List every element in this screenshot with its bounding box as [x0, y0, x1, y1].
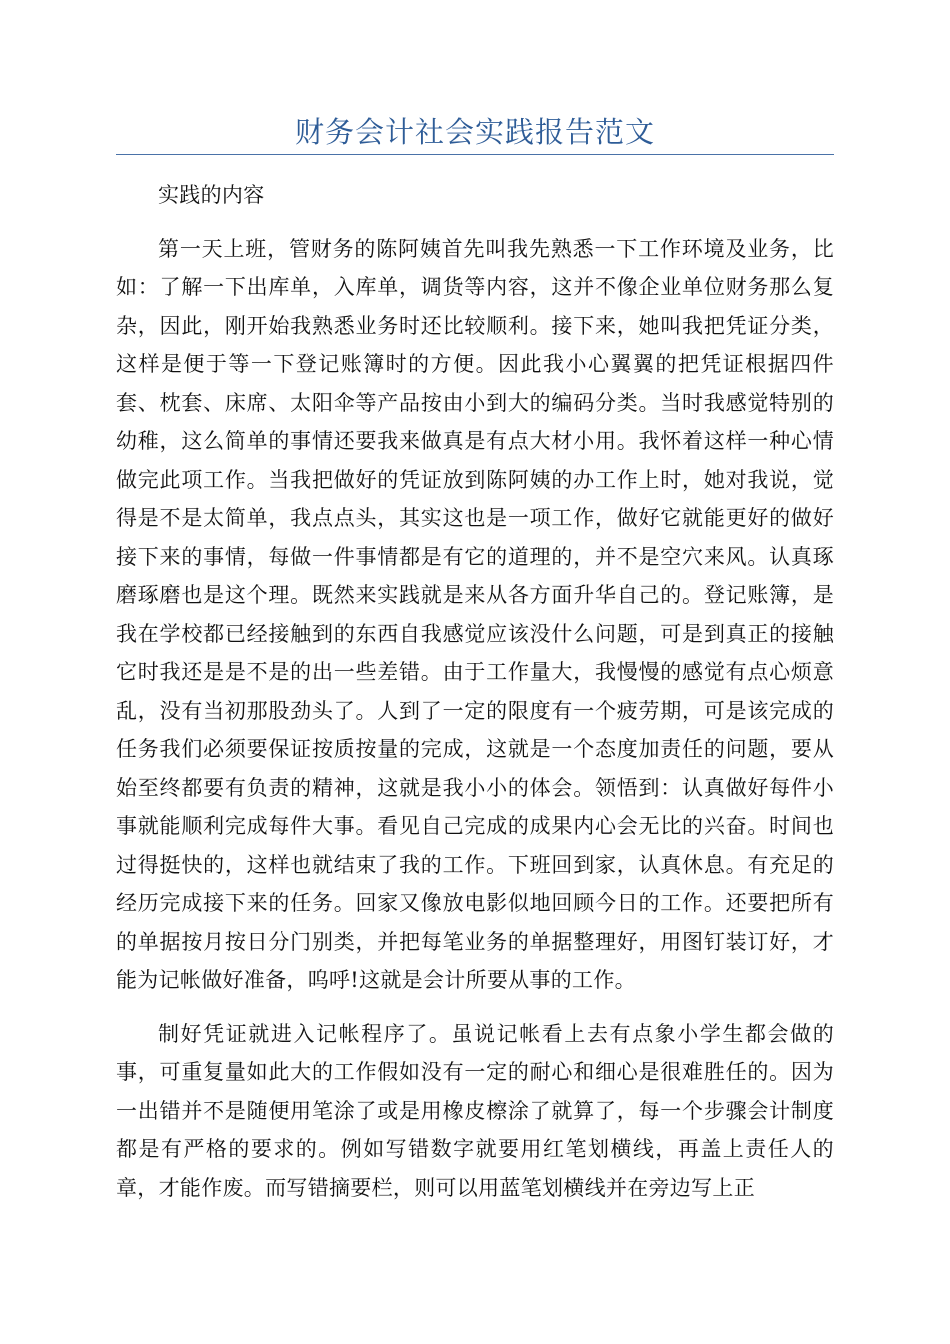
- document-title: 财务会计社会实践报告范文: [294, 115, 655, 149]
- body-paragraph: 第一天上班，管财务的陈阿姨首先叫我先熟悉一下工作环境及业务，比如：了解一下出库单，入库单，调货等内容，这并不像企业单位财务那么复杂，因此，刚开始我熟悉业务时还比较顺利。接下来，她叫我把凭证分类，这样是便于等一下登记账簿时的方便。因此我小心翼翼的把凭证根据四件套、枕套、床席、太阳伞等产品按由小到大的编码分类。当时我感觉特别的幼稚，这么简单的事情还要我来做真是有点大材小用。我怀着这样一种心情做完此项工作。当我把做好的凭证放到陈阿姨的办工作上时，她对我说，觉得是不是太简单，我点点头，其实这也是一项工作，做好它就能更好的做好接下来的事情，每做一件事情都是有它的道理的，并不是空穴来风。认真琢磨琢磨也是这个理。既然来实践就是来从各方面升华自己的。登记账簿，是我在学校都已经接触到的东西自我感觉应该没什么问题，可是到真正的接触它时我还是是不是的出一些差错。由于工作量大，我慢慢的感觉有点心烦意乱，没有当初那股劲头了。人到了一定的限度有一个疲劳期，可是该完成的任务我们必须要保证按质按量的完成，这就是一个态度加责任的问题，要从始至终都要有负责的精神，这就是我小小的体会。领悟到：认真做好每件小事就能顺利完成每件大事。看见自己完成的成果内心会无比的兴奋。时间也过得挺快的，这样也就结束了我的工作。下班回到家，认真休息。有充足的经历完成接下来的任务。回家又像放电影似地回顾今日的工作。还要把所有的单据按月按日分门别类，并把每笔业务的单据整理好，用图钉装订好，才能为记帐做好准备，呜呼!这就是会计所要从事的工作。: [116, 236, 834, 992]
- body-paragraph: 制好凭证就进入记帐程序了。虽说记帐看上去有点象小学生都会做的事，可重复量如此大的工作假如没有一定的耐心和细心是很难胜任的。因为一出错并不是随便用笔涂了或是用橡皮檫涂了就算了，每一个步骤会计制度都是有严格的要求的。例如写错数字就要用红笔划横线，再盖上责任人的章，才能作废。而写错摘要栏，则可以用蓝笔划横线并在旁边写上正: [116, 1021, 834, 1200]
- title-underline: [116, 154, 834, 155]
- document-body: [116, 176, 834, 1207]
- section-heading: 实践的内容: [158, 183, 265, 207]
